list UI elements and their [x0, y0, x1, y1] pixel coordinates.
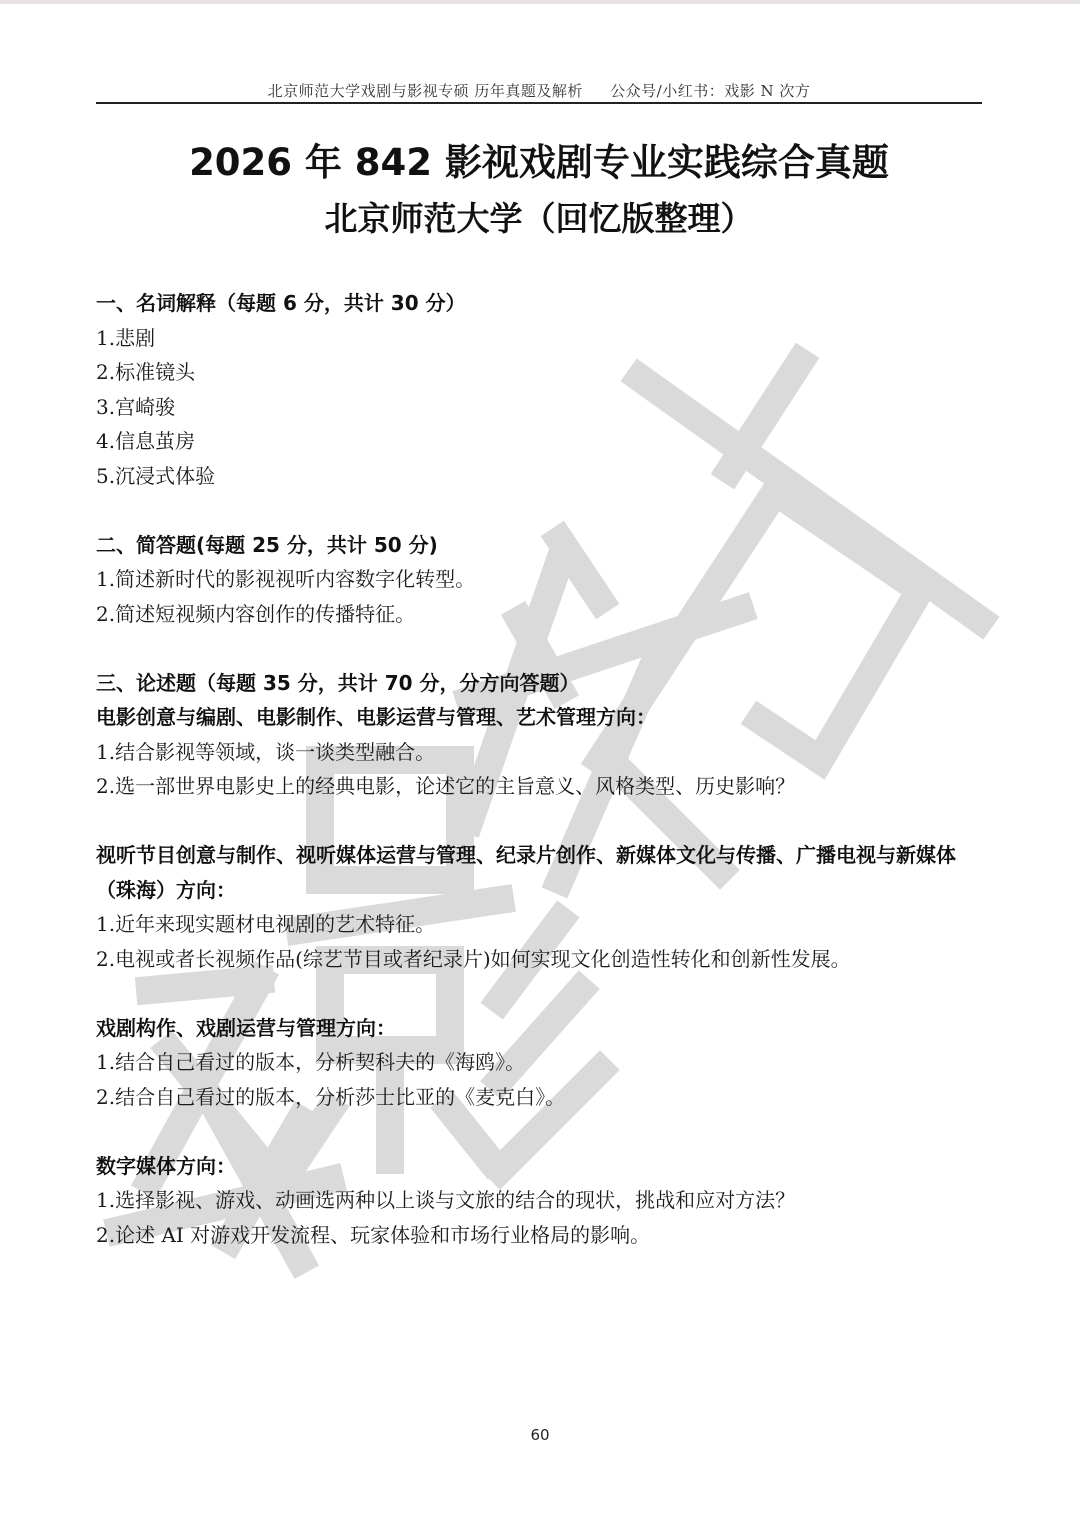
- header-left-text: 北京师范大学戏剧与影视专硕 历年真题及解析: [267, 82, 583, 100]
- top-strip: [0, 0, 1080, 4]
- header-right-text: 公众号/小红书：戏影 N 次方: [610, 82, 811, 100]
- term-item: 5.沉浸式体验: [96, 463, 216, 488]
- running-header: [96, 80, 982, 101]
- question-item: 1.简述新时代的影视视听内容数字化转型。: [96, 567, 476, 591]
- term-item: 3.宫崎骏: [96, 394, 176, 419]
- question-item: 1.近年来现实题材电视剧的艺术特征。: [96, 912, 436, 936]
- question-item: 1.选择影视、游戏、动画选两种以上谈与文旅的结合的现状，挑战和应对方法？: [96, 1188, 796, 1212]
- question-item: 2.简述短视频内容创作的传播特征。: [96, 601, 416, 626]
- question-item: 2.选一部世界电影史上的经典电影，论述它的主旨意义、风格类型、历史影响？: [96, 774, 796, 798]
- question-item: 1.结合影视等领域，谈一谈类型融合。: [96, 739, 436, 764]
- exam-content: [96, 286, 986, 1252]
- question-item: 2.电视或者长视频作品(综艺节目或者纪录片)如何实现文化创造性转化和创新性发展。: [96, 946, 851, 971]
- section-1-heading: 一、名词解释（每题 6 分，共计 30 分）: [96, 291, 466, 315]
- section-3-heading: 三、论述题（每题 35 分，共计 70 分，分方向答题）: [96, 670, 580, 695]
- section-2-heading: 二、简答题(每题 25 分，共计 50 分): [96, 532, 438, 557]
- spacer: [96, 804, 986, 839]
- page-subtitle: 北京师范大学（回忆版整理）: [324, 199, 754, 238]
- spacer: [96, 1114, 986, 1149]
- term-item: 2.标准镜头: [96, 360, 196, 384]
- question-item: 2.论述 AI 对游戏开发流程、玩家体验和市场行业格局的影响。: [96, 1222, 651, 1247]
- direction-heading-drama: 戏剧构作、戏剧运营与管理方向：: [96, 1015, 396, 1040]
- question-item: 2.结合自己看过的版本，分析莎士比亚的《麦克白》。: [96, 1084, 566, 1109]
- term-item: 4.信息茧房: [96, 429, 196, 453]
- spacer: [96, 976, 986, 1011]
- direction-heading-av: 视听节目创意与制作、视听媒体运营与管理、纪录片创作、新媒体文化与传播、广播电视与新媒体（珠海）方向：: [96, 843, 956, 902]
- spacer: [96, 631, 986, 666]
- spacer: [96, 493, 986, 528]
- direction-heading-digital: 数字媒体方向：: [96, 1153, 236, 1178]
- term-item: 1.悲剧: [96, 325, 156, 350]
- header-divider: [96, 102, 982, 104]
- page-number: 60: [530, 1426, 550, 1444]
- direction-heading-film: 电影创意与编剧、电影制作、电影运营与管理、艺术管理方向：: [96, 705, 656, 729]
- page-title: 2026 年 842 影视戏剧专业实践综合真题: [189, 141, 889, 184]
- question-item: 1.结合自己看过的版本，分析契科夫的《海鸥》。: [96, 1050, 526, 1074]
